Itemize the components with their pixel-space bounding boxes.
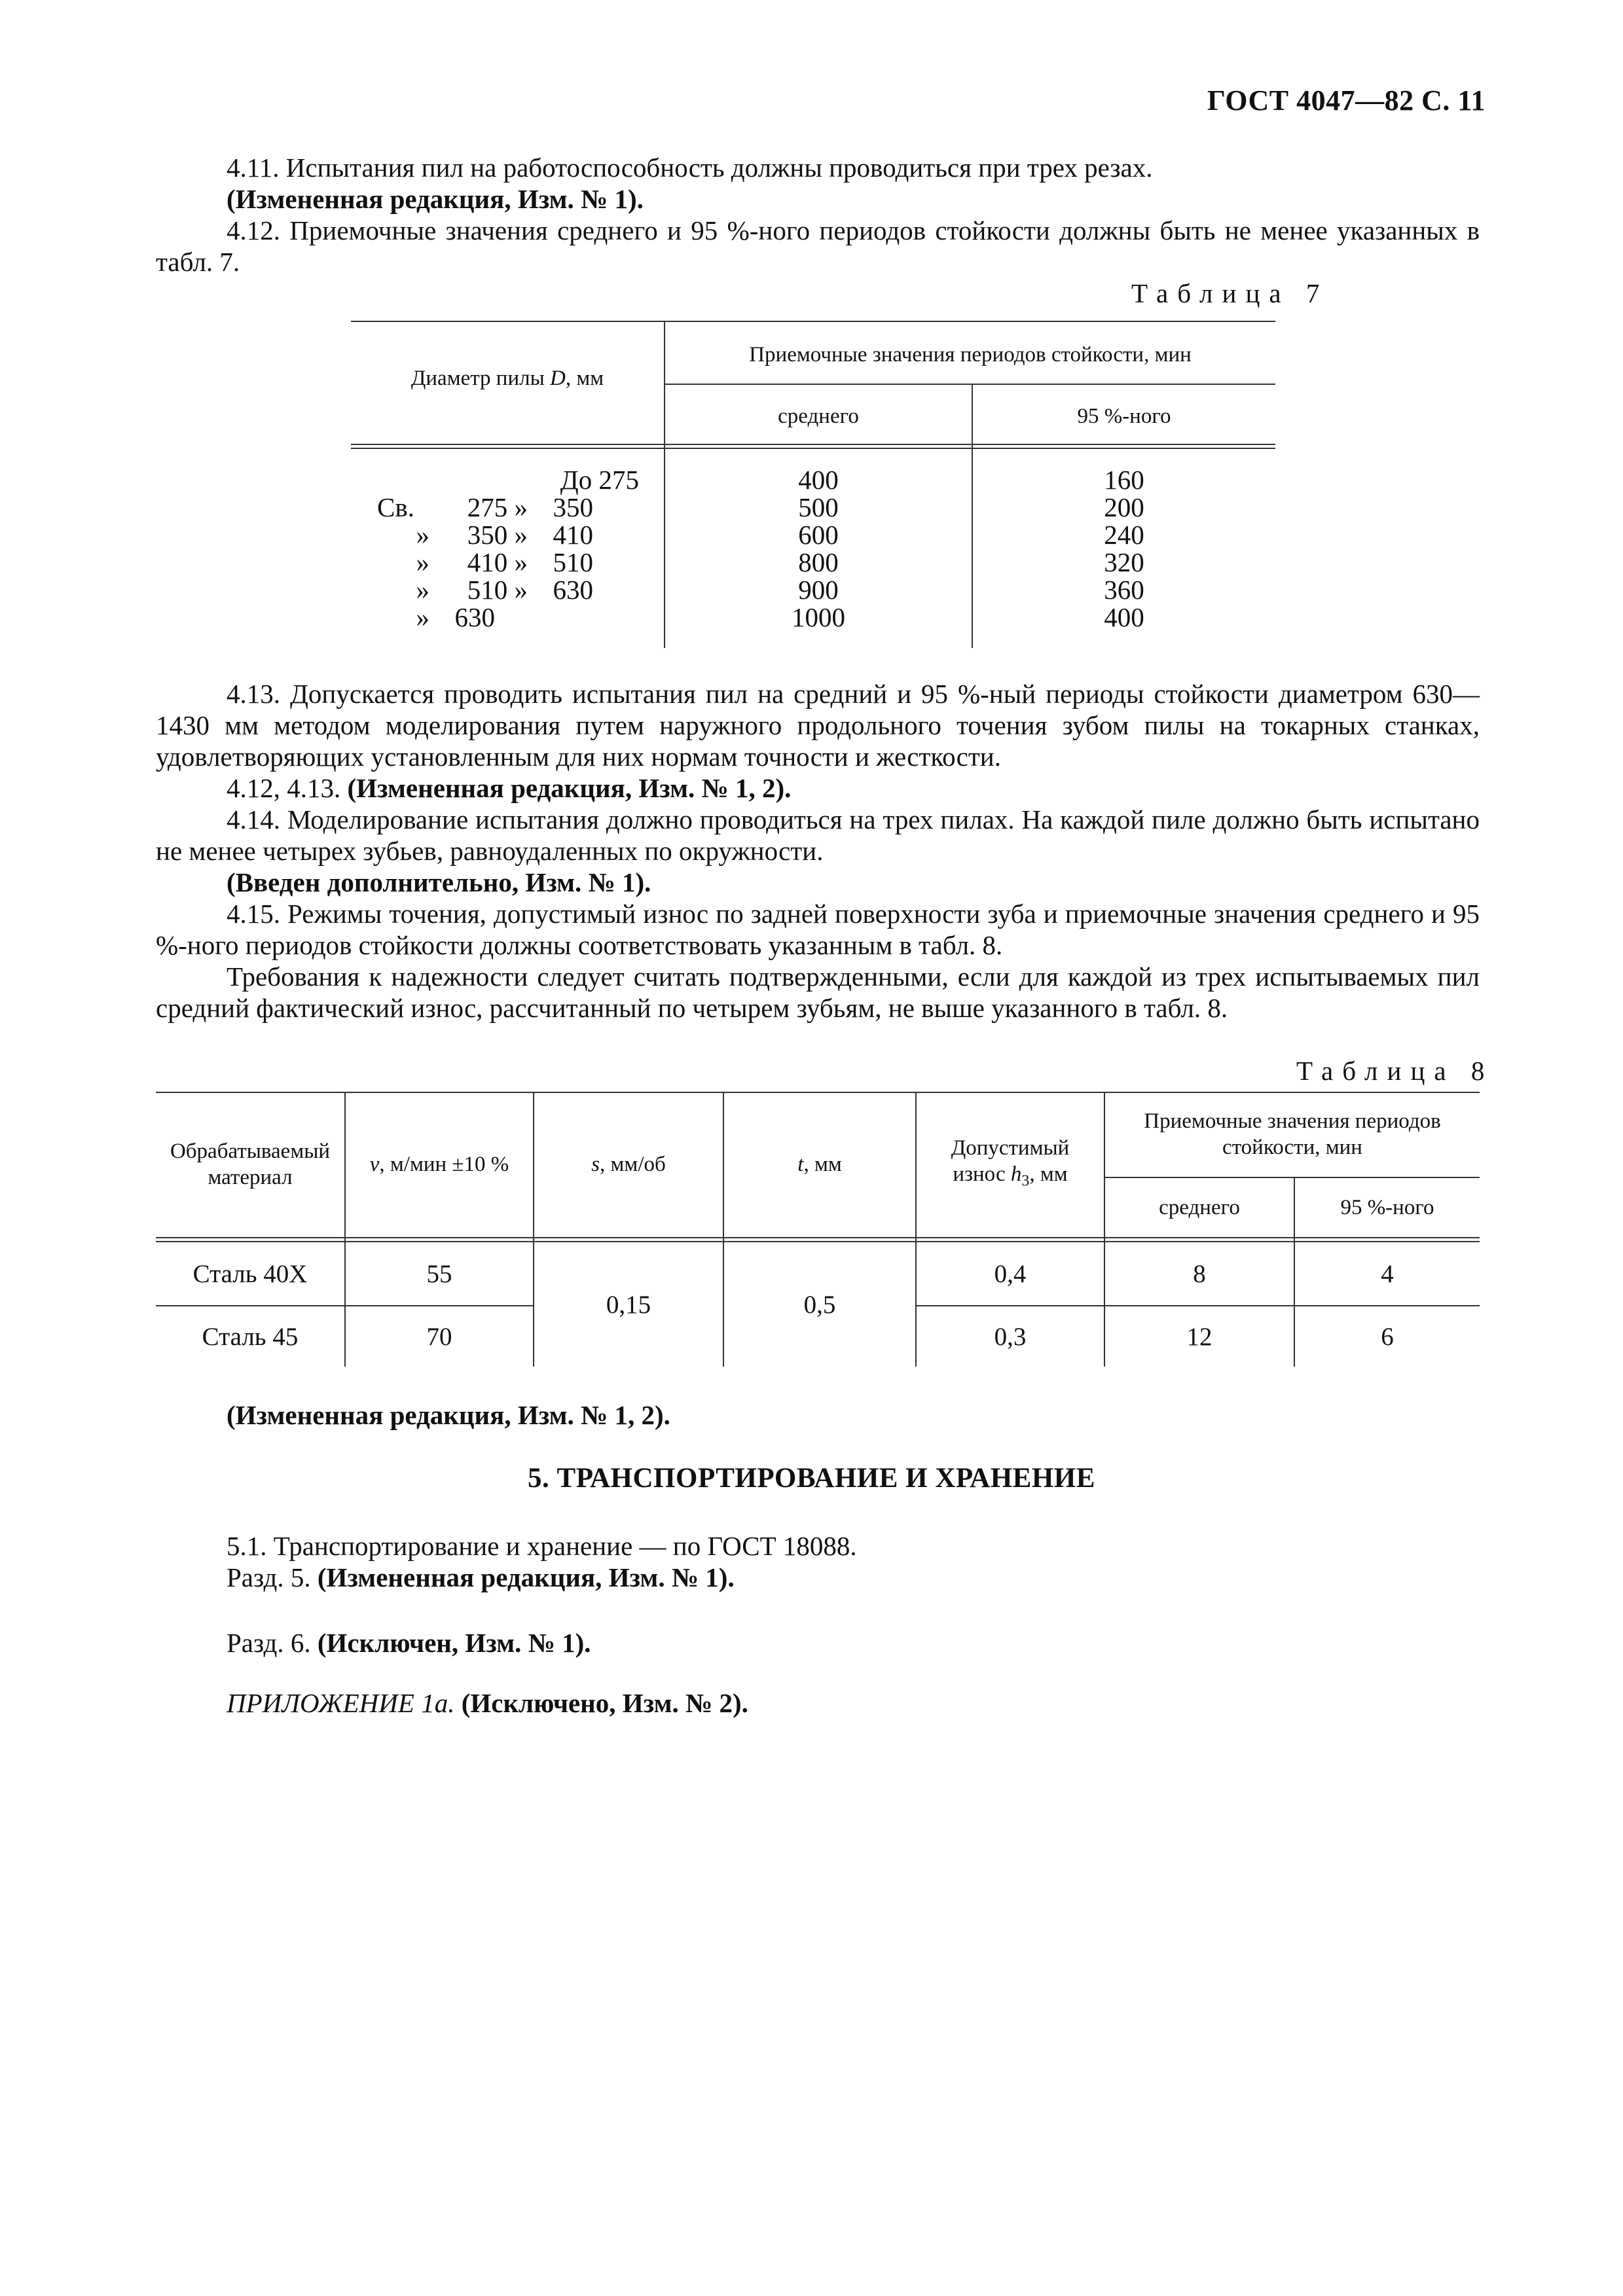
table-7-header-95: 95 %-ного xyxy=(1077,404,1171,428)
table-7-cell: 1000 xyxy=(792,602,845,632)
table-7-cell: 800 xyxy=(798,547,839,577)
table-7-cell: 360 xyxy=(1104,575,1144,605)
paragraph-4-15: 4.15. Режимы точения, допустимый износ по задней поверхности зуба и приемочные значения среднего и 95 %-ного периодов стойкости должны соответствовать указанным в табл. 8. xyxy=(156,899,1480,960)
table-8-header-speed: v, м/мин ±10 % xyxy=(369,1153,509,1176)
table-7-cell: 160 xyxy=(1104,465,1144,495)
table-7-sub-rule xyxy=(664,384,1275,385)
table-8-cell-95: 6 xyxy=(1381,1322,1394,1351)
table-7-cell: 900 xyxy=(798,575,839,605)
section-4-11-4-12 xyxy=(156,152,1480,278)
table-8-cell-depth-merged: 0,5 xyxy=(803,1290,836,1319)
table-8-header-95: 95 %-ного xyxy=(1340,1196,1434,1219)
table-7-cell: 500 xyxy=(798,492,839,522)
table-7-row: » 510 » 630 xyxy=(416,575,593,605)
table-8-header-average: среднего xyxy=(1159,1196,1240,1219)
appendix-note-block xyxy=(156,1687,1480,1719)
table-7-cell: 320 xyxy=(1104,547,1144,577)
paragraph-4-14: 4.14. Моделирование испытания должно проводиться на трех пилах. На каждой пиле должно быть испытано не менее четырех зубьев, равноудаленных по окружности. xyxy=(156,804,1480,866)
table-7-diameter-column xyxy=(377,466,639,631)
table-8-cell-material: Сталь 45 xyxy=(202,1322,299,1351)
table-8-header-group: Приемочные значения периодов стойкости, мин xyxy=(1144,1109,1441,1159)
table-7-row: » 410 » 510 xyxy=(416,547,593,577)
amendment-note-4-12-4-13: 4.12, 4.13. (Измененная редакция, Изм. № 1, 2). xyxy=(227,773,792,803)
table-7-header-average: среднего xyxy=(778,404,859,428)
table-7-header-diameter: Диаметр пилы D, мм xyxy=(410,367,604,390)
paragraph-4-13: 4.13. Допускается проводить испытания пил на средний и 95 %-ный периоды стойкости диаметром 630—1430 мм методом моделирования путем наружного продольного точения зубом пилы на токарных станках, удовлетворяющих установленным для них нормам точности и жесткости. xyxy=(156,679,1480,772)
table-8-cell-speed: 55 xyxy=(426,1259,452,1288)
section-5-title: 5. ТРАНСПОРТИРОВАНИЕ И ХРАНЕНИЕ xyxy=(528,1463,1095,1494)
table-8-header-feed: s, мм/об xyxy=(591,1153,666,1176)
page-header: ГОСТ 4047—82 С. 11 xyxy=(1207,84,1486,117)
table-7-header-rule-1 xyxy=(351,444,1275,445)
amendment-note-razd-6: Разд. 6. (Исключен, Изм. № 1). xyxy=(227,1628,591,1658)
table-7 xyxy=(351,321,1275,648)
table-7-95-column xyxy=(973,466,1275,631)
section-5-body xyxy=(156,1530,1480,1593)
table-7-cell: 240 xyxy=(1104,520,1144,550)
table-7-header-group: Приемочные значения периодов стойкости, мин xyxy=(749,343,1192,367)
table-8-header-material: Обрабатываемый материал xyxy=(170,1139,331,1189)
appendix-note: ПРИЛОЖЕНИЕ 1а. (Исключено, Изм. № 2). xyxy=(227,1688,748,1718)
amendment-note-razd-5: Разд. 5. (Измененная редакция, Изм. № 1). xyxy=(227,1562,735,1592)
table-7-caption: Таблица 7 xyxy=(1131,278,1329,308)
section-6-note-block xyxy=(156,1627,1480,1659)
amendment-note-4-11: (Измененная редакция, Изм. № 1). xyxy=(227,184,644,214)
table-7-row: » 350 » 410 xyxy=(416,520,593,550)
table-7-row: Св. 275 » 350 xyxy=(377,492,593,522)
table-7-cell: 200 xyxy=(1104,492,1144,522)
paragraph-reliability: Требования к надежности следует считать подтвержденными, если для каждой из трех испытываемых пил средний фактический износ, рассчитанный по четырем зубьям, не выше указанного в табл. 8. xyxy=(156,961,1480,1023)
table-7-row: До 275 xyxy=(560,465,639,495)
paragraph-5-1: 5.1. Транспортирование и хранение — по ГОСТ 18088. xyxy=(227,1531,857,1561)
table-8-header-depth: t, мм xyxy=(797,1153,842,1176)
paragraph-4-12: 4.12. Приемочные значения среднего и 95 %-ного периодов стойкости должны быть не менее указанных в табл. 7. xyxy=(156,215,1480,277)
table-8-cell-material: Сталь 40Х xyxy=(192,1259,308,1288)
table-7-header-rule-2 xyxy=(351,448,1275,449)
table-7-top-rule xyxy=(351,321,1275,322)
table-8-cell-wear: 0,3 xyxy=(994,1322,1027,1351)
amendment-note-4-15: (Измененная редакция, Изм. № 1, 2). xyxy=(227,1400,670,1430)
table-8-cell-wear: 0,4 xyxy=(994,1259,1027,1288)
table-8-cell-speed: 70 xyxy=(426,1322,452,1351)
table-8-caption: Таблица 8 xyxy=(1296,1056,1494,1086)
table-8-header-rule-1 xyxy=(156,1237,1480,1238)
section-4-13-4-15 xyxy=(156,678,1480,1024)
amendment-note-4-15-block xyxy=(156,1399,1480,1431)
table-8-cell-feed-merged: 0,15 xyxy=(606,1290,651,1319)
table-7-average-column xyxy=(665,466,972,631)
table-8-cell-95: 4 xyxy=(1381,1259,1394,1288)
table-8-cell-average: 8 xyxy=(1193,1259,1206,1288)
table-7-cell: 400 xyxy=(1104,602,1144,632)
table-7-row: » 630 xyxy=(416,602,495,632)
table-8-cell-average: 12 xyxy=(1186,1322,1213,1351)
table-7-cell: 600 xyxy=(798,520,839,550)
paragraph-4-11: 4.11. Испытания пил на работоспособность должны проводиться при трех резах. xyxy=(227,152,1153,183)
table-7-cell: 400 xyxy=(798,465,839,495)
amendment-note-4-14: (Введен дополнительно, Изм. № 1). xyxy=(227,867,651,897)
table-8 xyxy=(156,1092,1480,1367)
table-8-header-wear: Допустимый износ $h_3$, мм xyxy=(951,1136,1070,1190)
